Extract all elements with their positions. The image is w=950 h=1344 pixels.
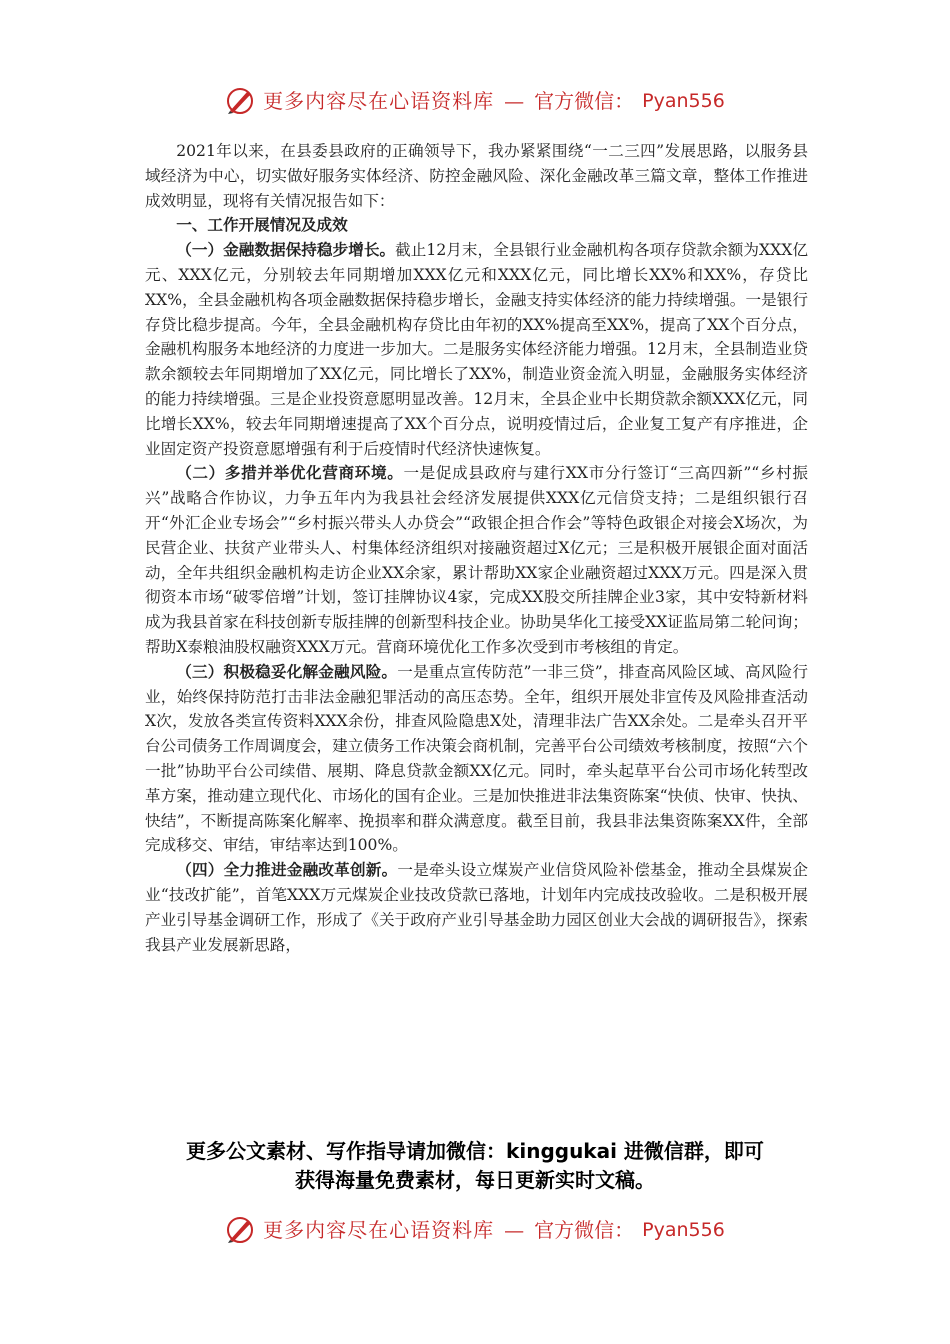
pen-logo-icon (225, 86, 255, 116)
top-watermark-banner (0, 86, 950, 116)
bottom-watermark-banner (0, 1215, 950, 1245)
banner-wechat-label: 官方微信： (534, 1218, 635, 1242)
section-lead: （二）多措并举优化营商环境。 (176, 464, 404, 483)
promo-notice (120, 1137, 830, 1195)
banner-wechat-label: 官方微信： (534, 89, 635, 113)
banner-wechat-id: Pyan556 (642, 90, 725, 112)
section-body: 一是牵头设立煤炭产业信贷风险补偿基金，推动全县煤炭企业“技改扩能”，首笔XXX万元煤炭企业技改贷款已落地，计划年内完成技改验收。二是积极开展产业引导基金调研工作，形成了《关于政府产业引导基金助力园区创业大会战的调研报告》，探索我县产业发展新思路， (145, 861, 808, 954)
document-body (145, 139, 808, 957)
promo-line-2: 获得海量免费素材，每日更新实时文稿。 (295, 1168, 655, 1192)
section-lead: （四）全力推进金融改革创新。 (176, 861, 398, 880)
section-body: 截止12月末，全县银行业金融机构各项存贷款余额为XXX亿元、XXX亿元，分别较去年同期增加XXX亿元和XXX亿元，同比增长XX%和XX%，存贷比XX%，全县金融机构各项金融数据保持稳步增长，金融支持实体经济的能力持续增强。一是银行存贷比稳步提高。今年，全县金融机构存贷比由年初的XX%提高至XX%，提高了XX个百分点，金融机构服务本地经济的力度进一步加大。二是服务实体经济能力增强。12月末，全县制造业贷款余额较去年同期增加了XX亿元，同比增长了XX%，制造业资金流入明显，金融服务实体经济的能力持续增强。三是企业投资意愿明显改善。12月末，全县企业中长期贷款余额XXX亿元，同比增长XX%，较去年同期增速提高了XX个百分点，说明疫情过后，企业复工复产有序推进，企业固定资产投资意愿增强有利于后疫情时代经济快速恢复。 (145, 241, 808, 458)
promo-line-1: 更多公文素材、写作指导请加微信：kinggukai 进微信群，即可 (186, 1139, 764, 1163)
section-heading: 一、工作开展情况及成效 (176, 216, 348, 235)
section-body: 一是促成县政府与建行XX市分行签订“三高四新”“乡村振兴”战略合作协议，力争五年内为我县社会经济发展提供XXX亿元信贷支持；二是组织银行召开“外汇企业专场会”“乡村振兴带头人办贷会”“政银企担合作会”等特色政银企对接会X场次，为民营企业、扶贫产业带头人、村集体经济组织对接融资超过X亿元；三是积极开展银企面对面活动，全年共组织金融机构走访企业XX余家，累计帮助XX家企业融资超过XXX万元。四是深入贯彻资本市场“破零倍增”计划，签订挂牌协议4家，完成XX股交所挂牌企业3家，其中安特新材料成为我县首家在科技创新专版挂牌的创新型科技企业。协助昊华化工接受XX证监局第二轮问询；帮助X泰粮油股权融资XXX万元。营商环境优化工作多次受到市考核组的肯定。 (145, 464, 808, 656)
banner-text: 更多内容尽在心语资料库 (263, 89, 495, 113)
pen-logo-icon (225, 1215, 255, 1245)
section-paragraph-4 (145, 858, 808, 957)
section-paragraph-2 (145, 461, 808, 659)
section-paragraph-1 (145, 238, 808, 461)
section-body: 一是重点宣传防范”一非三贷”，排查高风险区域、高风险行业，始终保持防范打击非法金融犯罪活动的高压态势。全年，组织开展处非宣传及风险排查活动X次，发放各类宣传资料XXX余份，排查风险隐患X处，清理非法广告XX余处。二是牵头召开平台公司债务工作周调度会，建立债务工作决策会商机制，完善平台公司绩效考核制度，按照“六个一批”协助平台公司续借、展期、降息贷款金额XX亿元。同时，牵头起草平台公司市场化转型改革方案，推动建立现代化、市场化的国有企业。三是加快推进非法集资陈案“快侦、快审、快执、快结”，不断提高陈案化解率、挽损率和群众满意度。截至目前，我县非法集资陈案XX件，全部完成移交、审结，审结率达到100%。 (145, 662, 808, 855)
section-paragraph-3 (145, 660, 808, 858)
intro-paragraph: 2021年以来，在县委县政府的正确领导下，我办紧紧围绕“一二三四”发展思路，以服务县域经济为中心，切实做好服务实体经济、防控金融风险、深化金融改革三篇文章，整体工作推进成效明显，现将有关情况报告如下： (145, 142, 808, 210)
banner-separator: — (504, 1218, 525, 1242)
section-lead: （三）积极稳妥化解金融风险。 (176, 662, 398, 681)
banner-text: 更多内容尽在心语资料库 (263, 1218, 495, 1242)
section-lead: （一）金融数据保持稳步增长。 (176, 241, 396, 260)
banner-separator: — (504, 89, 525, 113)
banner-wechat-id: Pyan556 (642, 1219, 725, 1241)
